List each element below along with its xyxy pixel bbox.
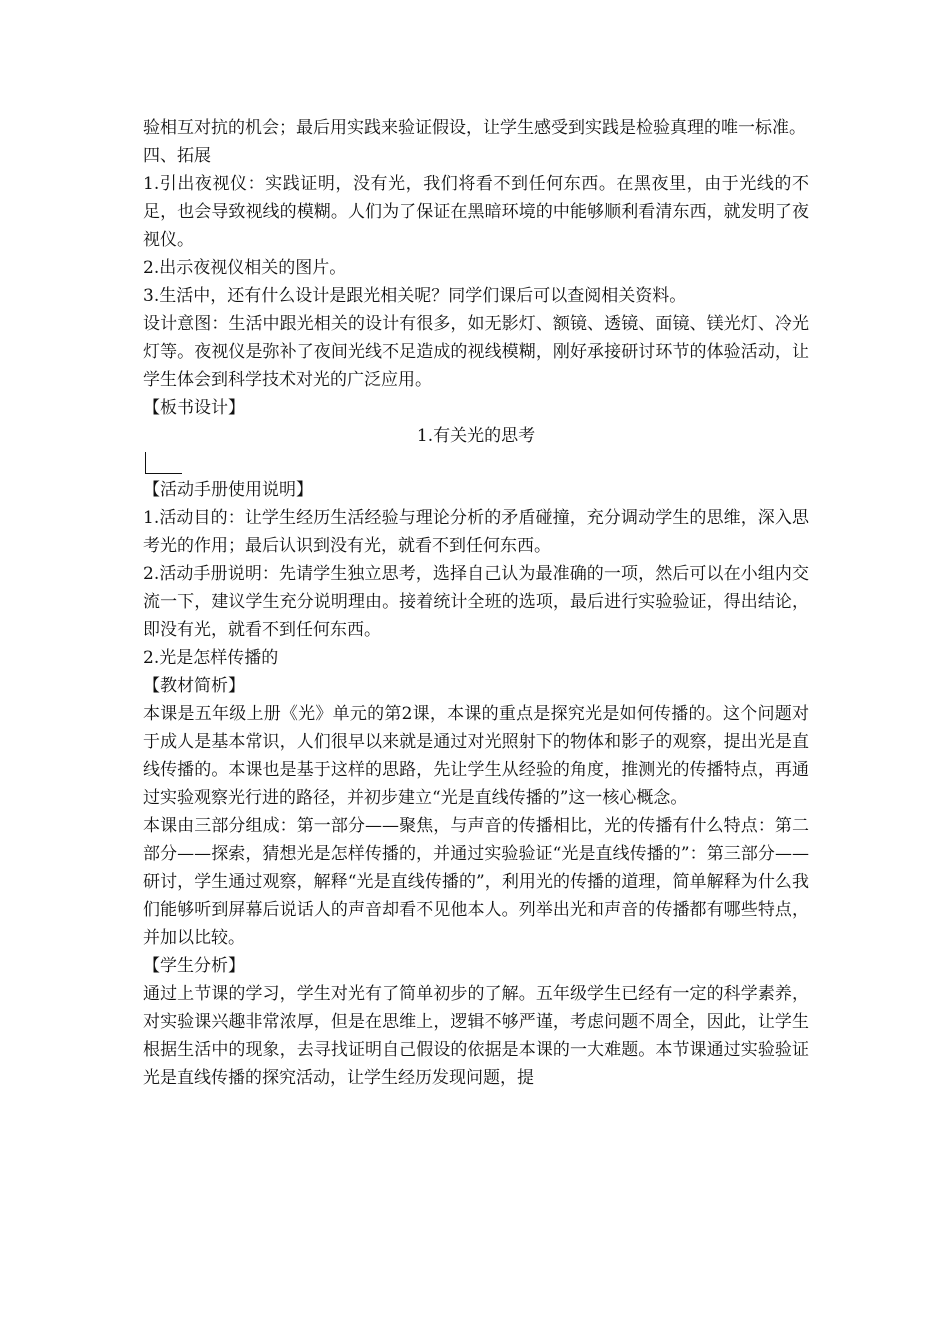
- paragraph-activity-goal: 1.活动目的：让学生经历生活经验与理论分析的矛盾碰撞，充分调动学生的思维，深入思考光的作用；最后认识到没有光，就看不到任何东西。: [143, 508, 809, 556]
- section-heading-extension: 四、拓展: [143, 146, 211, 166]
- board-corner-line: [145, 452, 182, 474]
- paragraph-1: 验相互对抗的机会；最后用实践来验证假设，让学生感受到实践是检验真理的唯一标准。: [143, 118, 806, 138]
- paragraph-5: 3.生活中，还有什么设计是跟光相关呢？同学们课后可以查阅相关资料。: [143, 286, 687, 306]
- section-heading-textbook-analysis: 【教材简析】: [143, 676, 245, 696]
- board-title: 1.有关光的思考: [416, 426, 536, 446]
- section-heading-activity-manual: 【活动手册使用说明】: [143, 480, 313, 500]
- document-page: [143, 114, 809, 1092]
- section-heading-student-analysis: 【学生分析】: [143, 956, 245, 976]
- paragraph-textbook-analysis: 本课是五年级上册《光》单元的第2课，本课的重点是探究光是如何传播的。这个问题对于成人是基本常识，人们很早以来就是通过对光照射下的物体和影子的观察，提出光是直线传播的。本课也是基于这样的思路，先让学生从经验的角度，推测光的传播特点，再通过实验观察光行进的路径，并初步建立“光是直线传播的”这一核心概念。: [143, 704, 809, 808]
- section-heading-board-design: 【板书设计】: [143, 398, 245, 418]
- paragraph-student-analysis: 通过上节课的学习，学生对光有了简单初步的了解。五年级学生已经有一定的科学素养，对实验课兴趣非常浓厚，但是在思维上，逻辑不够严谨，考虑问题不周全，因此，让学生根据生活中的现象，去寻找证明自己假设的依据是本课的一大难题。本节课通过实验验证光是直线传播的探究活动，让学生经历发现问题，提: [143, 984, 809, 1088]
- paragraph-activity-instructions: 2.活动手册说明：先请学生独立思考，选择自己认为最准确的一项，然后可以在小组内交流一下，建议学生充分说明理由。接着统计全班的选项，最后进行实验验证，得出结论，即没有光，就看不到任何东西。: [143, 564, 809, 640]
- paragraph-lesson-structure: 本课由三部分组成：第一部分——聚焦，与声音的传播相比，光的传播有什么特点：第二部分——探索，猜想光是怎样传播的，并通过实验验证“光是直线传播的”：第三部分——研讨，学生通过观察，解释“光是直线传播的”，利用光的传播的道理，简单解释为什么我们能够听到屏幕后说话人的声音却看不见他本人。列举出光和声音的传播都有哪些特点，并加以比较。: [143, 816, 809, 948]
- paragraph-3: 1.引出夜视仪：实践证明，没有光，我们将看不到任何东西。在黑夜里，由于光线的不足，也会导致视线的模糊。人们为了保证在黑暗环境的中能够顺利看清东西，就发明了夜视仪。: [143, 174, 809, 250]
- paragraph-4: 2.出示夜视仪相关的图片。: [143, 258, 347, 278]
- board-frame: [143, 450, 809, 476]
- lesson-title: 2.光是怎样传播的: [143, 648, 279, 668]
- paragraph-design-intent: 设计意图：生活中跟光相关的设计有很多，如无影灯、额镜、透镜、面镜、镁光灯、冷光灯等。夜视仪是弥补了夜间光线不足造成的视线模糊，刚好承接研讨环节的体验活动，让学生体会到科学技术对光的广泛应用。: [143, 314, 809, 390]
